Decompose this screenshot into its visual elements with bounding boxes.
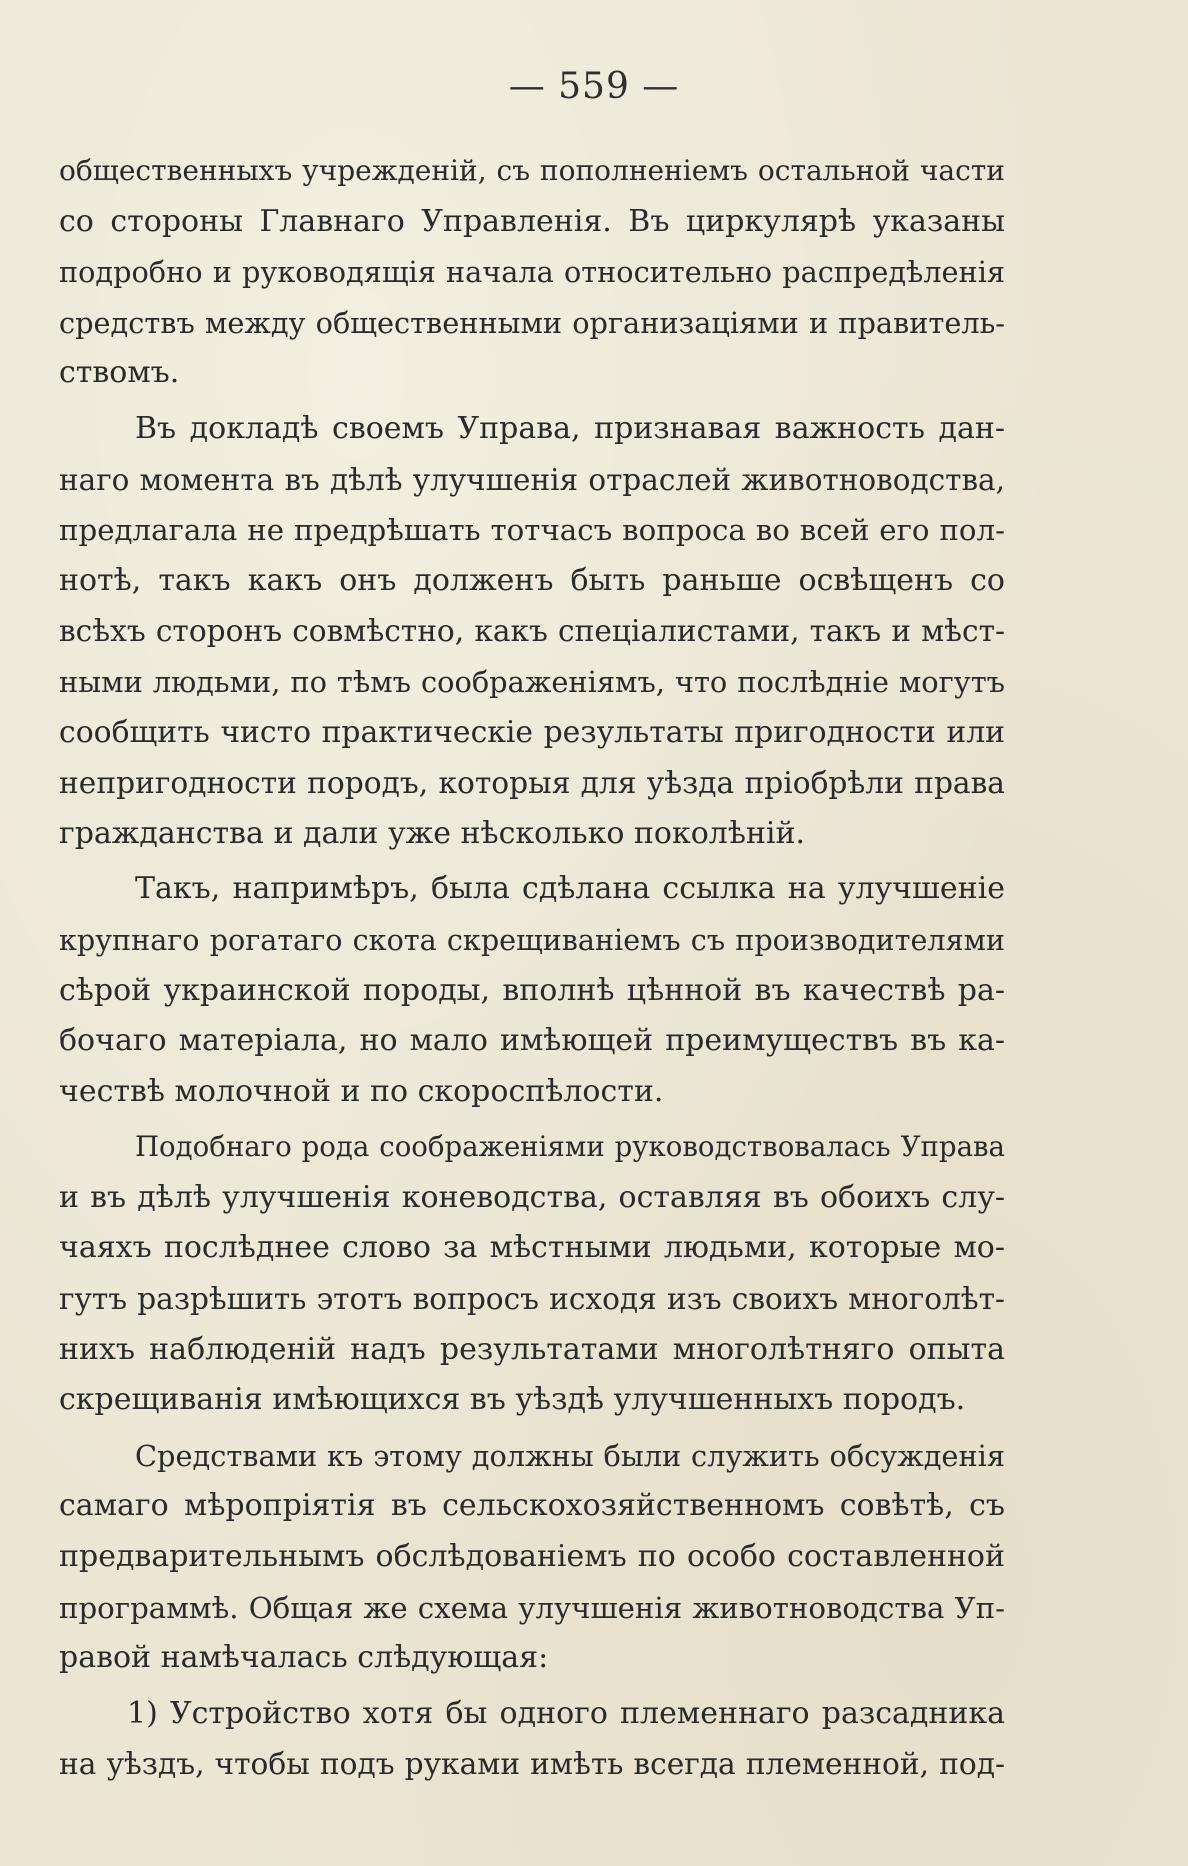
text-line: всѣхъ сторонъ совмѣстно, какъ спеціалистами, такъ и мѣст- (59, 613, 1005, 649)
text-line: самаго мѣропріятія въ сельскохозяйственномъ совѣтѣ, съ (59, 1488, 1005, 1524)
paragraph-6 (59, 1689, 1005, 1790)
text-line: сѣрой украинской породы, вполнѣ цѣнной въ качествѣ ра- (59, 972, 1005, 1008)
page-number: — 559 — (508, 66, 680, 107)
paragraph-1 (59, 146, 1005, 399)
text-line: равой намѣчалась слѣдующая: (59, 1640, 549, 1676)
text-line: непригодности породъ, которыя для уѣзда пріобрѣли права (59, 765, 1005, 801)
text-line: скрещиванія имѣющихся въ уѣздѣ улучшенныхъ породъ. (59, 1382, 966, 1418)
text-line: Такъ, напримѣръ, была сдѣлана ссылка на улучшеніе (135, 871, 1005, 907)
text-line: гутъ разрѣшить этотъ вопросъ исходя изъ своихъ многолѣт- (59, 1282, 1005, 1317)
text-line: гражданства и дали уже нѣсколько поколѣній. (59, 815, 806, 851)
text-line: средствъ между общественными организаціями и правитель- (59, 305, 1005, 340)
body-text (59, 146, 1005, 1790)
text-line: общественныхъ учрежденій, съ пополненіемъ остальной части (59, 154, 1005, 187)
text-line: наго момента въ дѣлѣ улучшенія отраслей животноводства, (59, 462, 1005, 497)
text-line: Подобнаго рода соображеніями руководствовалась Управа (135, 1130, 1005, 1164)
text-line: предварительнымъ обслѣдованіемъ по особо составленной (59, 1539, 1005, 1575)
text-line: и въ дѣлѣ улучшенія коневодства, оставляя въ обоихъ слу- (59, 1179, 1005, 1215)
text-line: нотѣ, такъ какъ онъ долженъ быть раньше освѣщенъ со (59, 562, 1005, 598)
text-line: Въ докладѣ своемъ Управа, признавая важность дан- (135, 410, 1005, 446)
text-line: чествѣ молочной и по скороспѣлости. (59, 1073, 664, 1109)
text-line: ными людьми, по тѣмъ соображеніямъ, что послѣдніе могутъ (59, 664, 1005, 699)
text-line: предлагала не предрѣшать тотчасъ вопроса во всей его пол- (59, 513, 1005, 548)
paragraph-4 (59, 1122, 1005, 1426)
paragraph-3 (59, 864, 1005, 1117)
paragraph-2 (59, 404, 1005, 859)
text-line: бочаго матеріала, но мало имѣющей преимуществъ въ ка- (59, 1023, 1005, 1059)
text-line: со стороны Главнаго Управленія. Въ циркулярѣ указаны (59, 203, 1005, 239)
text-line: крупнаго рогатаго скота скрещиваніемъ съ производителями (59, 922, 1005, 957)
text-line: сообщить чисто практическіе результаты пригодности или (59, 714, 1005, 750)
text-line: на уѣздъ, чтобы подъ руками имѣть всегда племенной, под- (59, 1746, 1005, 1782)
text-line: 1) Устройство хотя бы одного племеннаго разсадника (127, 1695, 1005, 1731)
text-line: программѣ. Общая же схема улучшенія животноводства Уп- (59, 1590, 1005, 1625)
text-line: нихъ наблюденій надъ результатами многолѣтняго опыта (59, 1331, 1005, 1367)
text-line: Средствами къ этому должны были служить обсужденія (135, 1438, 1005, 1473)
paragraph-5 (59, 1431, 1005, 1684)
text-line: ствомъ. (59, 355, 180, 391)
text-line: подробно и руководящія начала относительно распредѣленія (59, 255, 1005, 290)
text-line: чаяхъ послѣднее слово за мѣстными людьми, которые мо- (59, 1230, 1005, 1266)
